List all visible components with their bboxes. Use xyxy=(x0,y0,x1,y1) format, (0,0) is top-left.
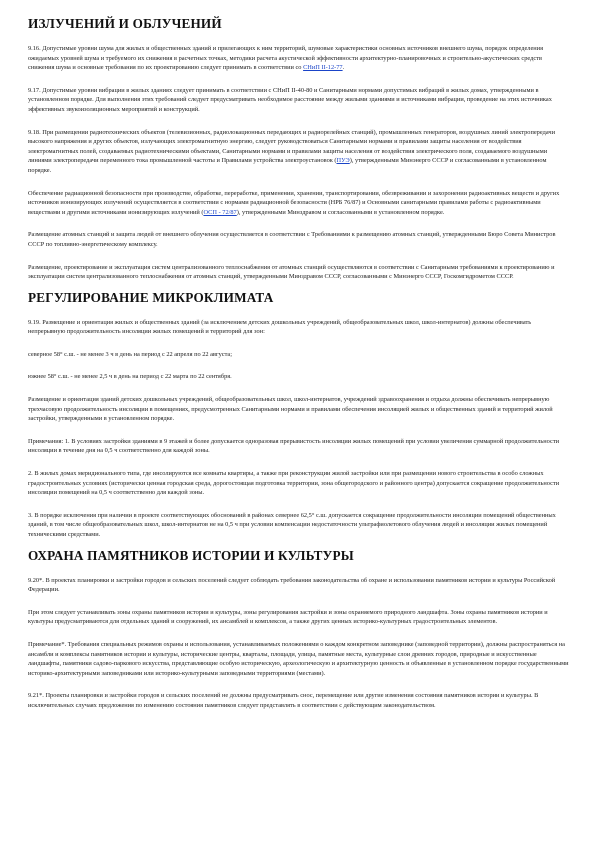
pue-link[interactable]: ПУЭ xyxy=(336,157,350,165)
paragraph-9-16: 9.16. Допустимые уровни шума для жилых и общественных зданий и прилегающих к ним территорий, шумовые характеристики основных источников внешнего шума, порядок определения ожидаемых уровней шума и требуемого их снижения в расчетных точках, методики расчета акустической эффективности архитектурно-планировочных и строительно-акустических средств снижения шума и основные требования по их проектированию следует принимать в соответствии со СНиП II-12-77. xyxy=(28,45,543,72)
paragraph-reserve-note: Примечание*. Требования специальных режимов охраны и использования, устанавливаемых положениями о каждом конкретном заповеднике (заповедной территории), должны распространяться на ансамбли и комплексы памятников истории и культуры, исторические центры, кварталы, площади, улицы, памятные места, культурные слои древних городов, природные и искусственные ландшафты, памятники садово-паркового искусства, представляющие особую историческую, археологическую и архитектурную ценность и объявленные в установленном порядке государственными историко-архитектурными заповедниками или историко-культурными заповедными территориями (местами). xyxy=(28,640,569,677)
paragraph-9-17: 9.17. Допустимые уровни вибрации в жилых зданиях следует принимать в соответствии с СНиП II-40-80 и Санитарными нормами допустимых вибраций в жилых домах, утвержденными в установленном порядке. Для выполнения этих требований следует предусматривать необходимое расстояние между жилыми зданиями и источниками вибрации, проведение на этих источниках эффективных звукоизоляционных мероприятий и конструкций. xyxy=(28,86,552,113)
paragraph-note-1: Примечания: 1. В условиях застройки зданиями в 9 этажей и более допускается одноразовая прерывистость инсоляции жилых помещений при условии увеличения суммарной продолжительности инсоляции в течение дня на 0,5 ч соответственно для каждой зоны. xyxy=(28,437,559,455)
paragraph-note-3: 3. В порядке исключения при наличии в проекте соответствующих обоснований в районах севернее 62,5° с.ш. допускается сокращение продолжительности инсоляции помещений общественных зданий, в том числе общеобразовательных школ, школ-интернатов не на 0,5 ч при условии компенсации недостаточности ультрафиолетового облучения людей и инсоляции жилых помещений техническими средствами. xyxy=(28,511,556,538)
section-title-microclimate: РЕГУЛИРОВАНИЕ МИКРОКЛИМАТА xyxy=(28,289,274,305)
paragraph-protection-zones: При этом следует устанавливать зоны охраны памятников истории и культуры, зоны регулирования застройки и зоны охраняемого природного ландшафта. Зоны охраны памятников истории и культуры предусматриваются для отдельных зданий и сооружений, их ансамблей и комплексов, а также других ценных историко-культурных градостроительных элементов. xyxy=(28,608,548,626)
paragraph-9-20: 9.20*. В проектах планировки и застройки городов и сельских поселений следует соблюдать требования законодательства об охране и использовании памятников истории и культуры Российской Федерации. xyxy=(28,576,556,594)
paragraph-note-2: 2. В жилых домах меридионального типа, где инсолируются все комнаты квартиры, а также при реконструкции жилой застройки или при размещении нового строительства в особо сложных градостроительных условиях (исторически ценная городская среда, дорогостоящая подготовка территории, зона общегородского и районного центра) допускается сокращение продолжительности инсоляции помещений на 0,5 ч соответственно для каждой зоны. xyxy=(28,470,560,497)
paragraph-schools-insolation: Размещение и ориентация зданий детских дошкольных учреждений, общеобразовательных школ, школ-интернатов, учреждений здравоохранения и отдыха должны обеспечивать непрерывную трехчасовую продолжительность инсоляции в помещениях, предусмотренных Санитарными нормами и правилами обеспечения инсоляцией жилых и общественных зданий и территорий жилой застройки, утвержденными в установленном порядке. xyxy=(28,396,553,423)
paragraph-9-19: 9.19. Размещение и ориентация жилых и общественных зданий (за исключением детских дошкольных учреждений, общеобразовательных школ, школ-интернатов) должны обеспечивать непрерывную продолжительность инсоляции жилых помещений и территорий для зон: xyxy=(28,318,532,336)
paragraph-9-18: 9.18. При размещении радиотехнических объектов (телевизионных, радиолокационных передающих и радиорелейных станций), промышленных генераторов, воздушных линий электропередачи высокого напряжения и других объектов, излучающих электромагнитную энергию, следует руководствоваться Санитарными нормами и правилами защиты населения от воздействия электромагнитных полей, создаваемых радиотехническими объектами, Санитарными нормами и правилами защиты населения от воздействия электрического поля, создаваемого воздушными линиями электропередачи переменного тока промышленной частоты и Правилами устройства электроустановок (ПУЭ), утвержденными Минэнерго СССР и согласованными в установленном порядке. xyxy=(28,128,555,174)
snip-link[interactable]: СНиП II-12-77 xyxy=(303,64,343,72)
paragraph-9-21: 9.21*. Проекты планировки и застройки городов и сельских поселений не должны предусматривать снос, перемещение или другие изменения состояния памятников истории и культуры. В исключительных случаях предложения по изменению состояния памятников следует представлять в соответствии с действующим законодательством. xyxy=(28,692,539,709)
paragraph-heat-supply: Размещение, проектирование и эксплуатация систем централизованного теплоснабжения от атомных станций осуществляются в соответствии с Санитарными требованиями к проектированию и эксплуатации систем централизованного теплоснабжения от атомных станций, утвержденными Минздравом СССР, согласованными с Минэнерго СССР, Госкомгидрометом СССР. xyxy=(28,263,555,281)
section-title-monuments: ОХРАНА ПАМЯТНИКОВ ИСТОРИИ И КУЛЬТУРЫ xyxy=(28,547,354,563)
section-title-radiation: ИЗЛУЧЕНИЙ И ОБЛУЧЕНИЙ xyxy=(28,16,222,31)
paragraph-south-zone: южнее 58° с.ш. - не менее 2,5 ч в день на период с 22 марта по 22 сентября. xyxy=(28,373,232,381)
osp-link[interactable]: ОСП - 72/87 xyxy=(203,208,237,216)
paragraph-radiation-safety: Обеспечение радиационной безопасности при производстве, обработке, переработке, применении, хранении, транспортировании, обезвреживании и захоронении радиоактивных веществ и других источников ионизирующих излучений осуществляется в соответствии с нормами радиационной безопасности (НРБ 76/87) и Основными санитарными правилами работы с радиоактивными веществами и другими источниками ионизирующих излучений (ОСП - 72/87), утвержденными Минздравом и согласованными в установленном порядке. xyxy=(28,189,560,216)
paragraph-nuclear-stations: Размещение атомных станций и защита людей от внешнего облучения осуществляется в соответствии с Требованиями к размещению атомных станций, утвержденными Бюро Совета Министров СССР по топливно-энергетическому комплексу. xyxy=(28,231,556,248)
paragraph-north-zone: северное 58° с.ш. - не менее 3 ч в день на период с 22 апреля по 22 августа; xyxy=(28,350,232,358)
